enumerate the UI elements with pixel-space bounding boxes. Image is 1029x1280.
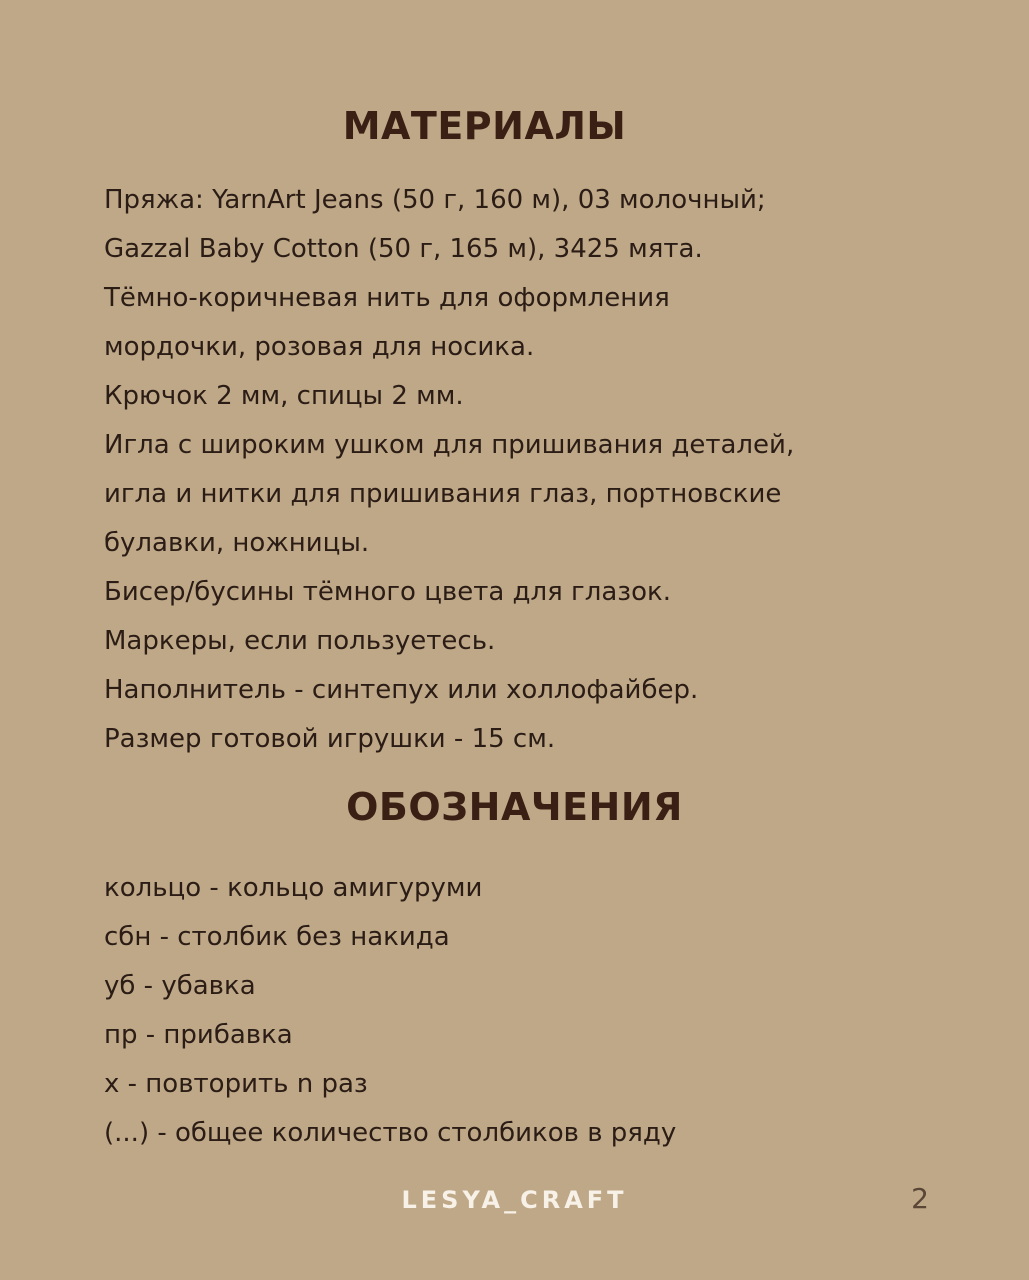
- materials-line: мордочки, розовая для носика.: [104, 332, 535, 362]
- materials-line: Размер готовой игрушки - 15 см.: [104, 724, 556, 754]
- materials-line: булавки, ножницы.: [104, 528, 370, 558]
- materials-list: [104, 176, 794, 764]
- materials-line: Пряжа: YarnArt Jeans (50 г, 160 м), 03 молочный;: [104, 185, 766, 215]
- materials-line: Крючок 2 мм, спицы 2 мм.: [104, 381, 464, 411]
- materials-line: Тёмно-коричневая нить для оформления: [104, 283, 670, 313]
- legend-title: ОБОЗНАЧЕНИЯ: [346, 785, 683, 829]
- materials-line: Gazzal Baby Cotton (50 г, 165 м), 3425 мята.: [104, 234, 703, 264]
- page-number: 2: [911, 1182, 929, 1215]
- materials-line: Маркеры, если пользуетесь.: [104, 626, 496, 656]
- legend-line: (...) - общее количество столбиков в ряду: [104, 1118, 677, 1148]
- materials-line: Игла с широким ушком для пришивания деталей,: [104, 430, 795, 460]
- materials-line: Бисер/бусины тёмного цвета для глазок.: [104, 577, 671, 607]
- legend-line: х - повторить n раз: [104, 1069, 368, 1099]
- materials-title: МАТЕРИАЛЫ: [342, 104, 627, 148]
- legend-line: кольцо - кольцо амигуруми: [104, 873, 483, 903]
- legend-list: [104, 864, 676, 1158]
- legend-line: уб - убавка: [104, 971, 256, 1001]
- legend-line: пр - прибавка: [104, 1020, 293, 1050]
- brand-name: LESYA_CRAFT: [401, 1186, 628, 1214]
- materials-line: Наполнитель - синтепух или холлофайбер.: [104, 675, 699, 705]
- legend-line: сбн - столбик без накида: [104, 922, 450, 952]
- materials-line: игла и нитки для пришивания глаз, портновские: [104, 479, 782, 509]
